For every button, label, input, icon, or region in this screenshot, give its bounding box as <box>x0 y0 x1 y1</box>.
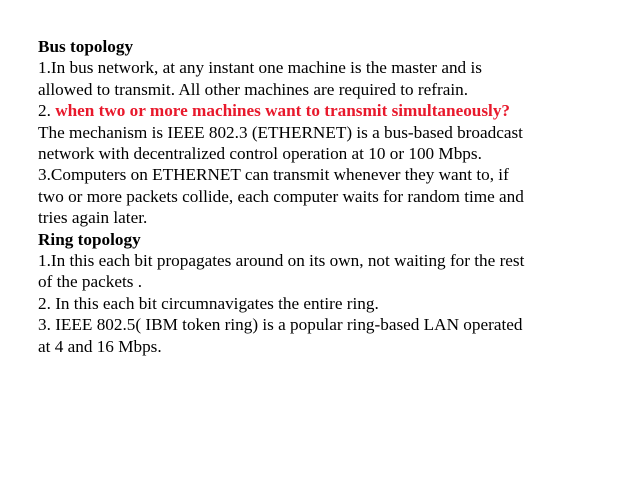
bus-point-1-line-2: allowed to transmit. All other machines are required to refrain. <box>38 79 469 99</box>
bus-point-3-line-3: tries again later. <box>38 208 148 228</box>
slide-content <box>38 36 598 357</box>
bus-point-2-line-3: network with decentralized control operation at 10 or 100 Mbps. <box>38 144 482 164</box>
bus-point-2-number: 2. <box>38 101 51 121</box>
bus-point-1-line-1: 1.In bus network, at any instant one machine is the master and is <box>38 58 482 78</box>
bus-point-2-highlight: when two or more machines want to transmit simultaneously? <box>55 101 511 121</box>
bus-topology-heading: Bus topology <box>38 37 134 56</box>
ring-point-2-line: 2. In this each bit circumnavigates the entire ring. <box>38 293 379 313</box>
ring-point-3-line-1: 3. IEEE 802.5( IBM token ring) is a popular ring-based LAN operated <box>38 315 523 335</box>
ring-point-3-line-2: at 4 and 16 Mbps. <box>38 336 162 356</box>
ring-point-1-line-2: of the packets . <box>38 272 143 292</box>
bus-point-2-line-2: The mechanism is IEEE 802.3 (ETHERNET) is a bus-based broadcast <box>38 122 523 142</box>
bus-point-3-line-2: two or more packets collide, each computer waits for random time and <box>38 186 524 206</box>
ring-topology-heading: Ring topology <box>38 229 141 249</box>
ring-point-1-line-1: 1.In this each bit propagates around on its own, not waiting for the rest <box>38 251 525 271</box>
bus-point-2-line <box>38 100 598 121</box>
bus-point-3-line-1: 3.Computers on ETHERNET can transmit whenever they want to, if <box>38 165 509 185</box>
